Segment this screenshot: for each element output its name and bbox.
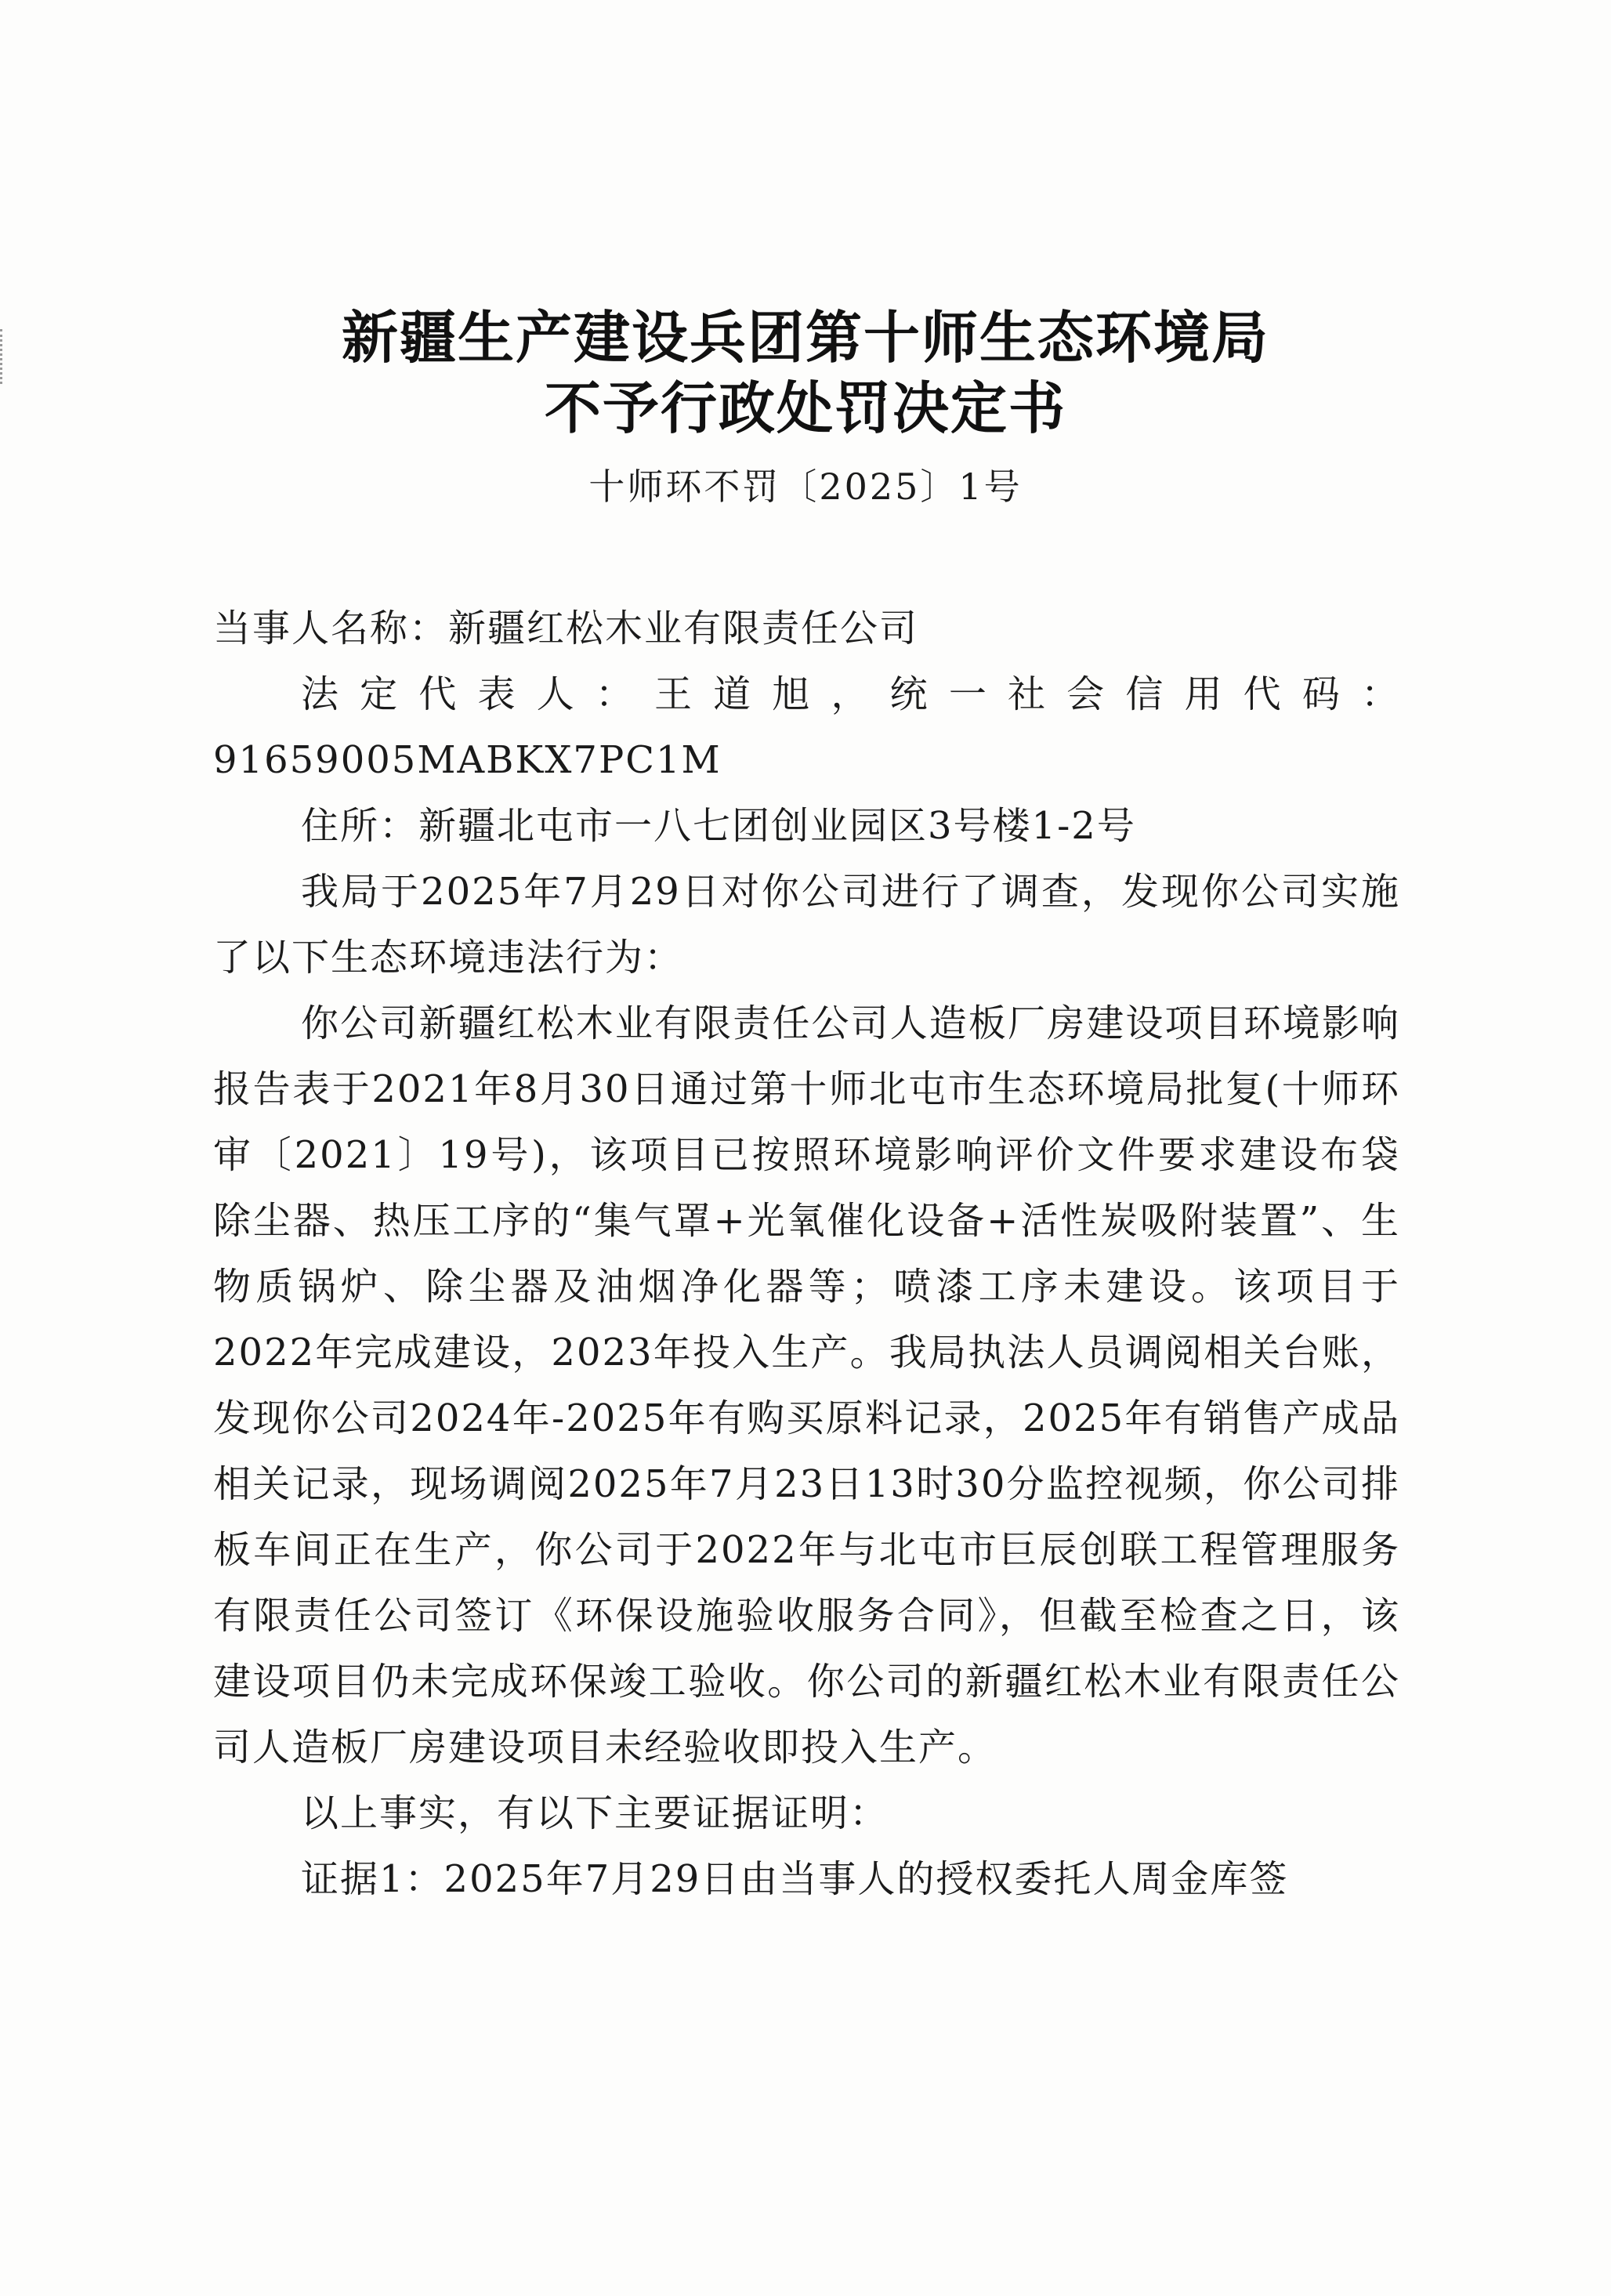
evidence-item-1: 证据1：2025年7月29日由当事人的授权委托人周金库签: [301, 1857, 1289, 1901]
evidence-intro: 以上事实，有以下主要证据证明：: [301, 1791, 889, 1835]
party-address: 住所：新疆北屯市一八七团创业园区3号楼1-2号: [301, 804, 1136, 848]
investigation-paragraph: 我局于2025年7月29日对你公司进行了调查，发现你公司实施了以下生态环境违法行为：: [213, 870, 1400, 980]
document-body: [213, 596, 1400, 1912]
facts-paragraph: 你公司新疆红松木业有限责任公司人造板厂房建设项目环境影响报告表于2021年8月30日通过第十师北屯市生态环境局批复(十师环审〔2021〕19号)，该项目已按照环境影响评价文件要求建设布袋除尘器、热压工序的“集气罩+光氧催化设备+活性炭吸附装置”、生物质锅炉、除尘器及油烟净化器等；喷漆工序未建设。该项目于2022年完成建设，2023年投入生产。我局执法人员调阅相关台账，发现你公司2024年-2025年有购买原料记录，2025年有销售产成品相关记录，现场调阅2025年7月23日13时30分监控视频，你公司排板车间正在生产，你公司于2022年与北屯市巨辰创联工程管理服务有限责任公司签订《环保设施验收服务合同》，但截至检查之日，该建设项目仍未完成环保竣工验收。你公司的新疆红松木业有限责任公司人造板厂房建设项目未经验收即投入生产。: [213, 1001, 1400, 1769]
document-title-line2: 不予行政处罚决定书: [544, 375, 1066, 441]
party-name: 当事人名称：新疆红松木业有限责任公司: [213, 607, 919, 650]
document-number: 十师环不罚〔2025〕1号: [588, 465, 1023, 508]
legal-representative: 法定代表人：王道旭，统一社会信用代码：91659005MABKX7PC1M: [213, 672, 1400, 782]
document-title-line1: 新疆生产建设兵团第十师生态环境局: [341, 305, 1269, 371]
